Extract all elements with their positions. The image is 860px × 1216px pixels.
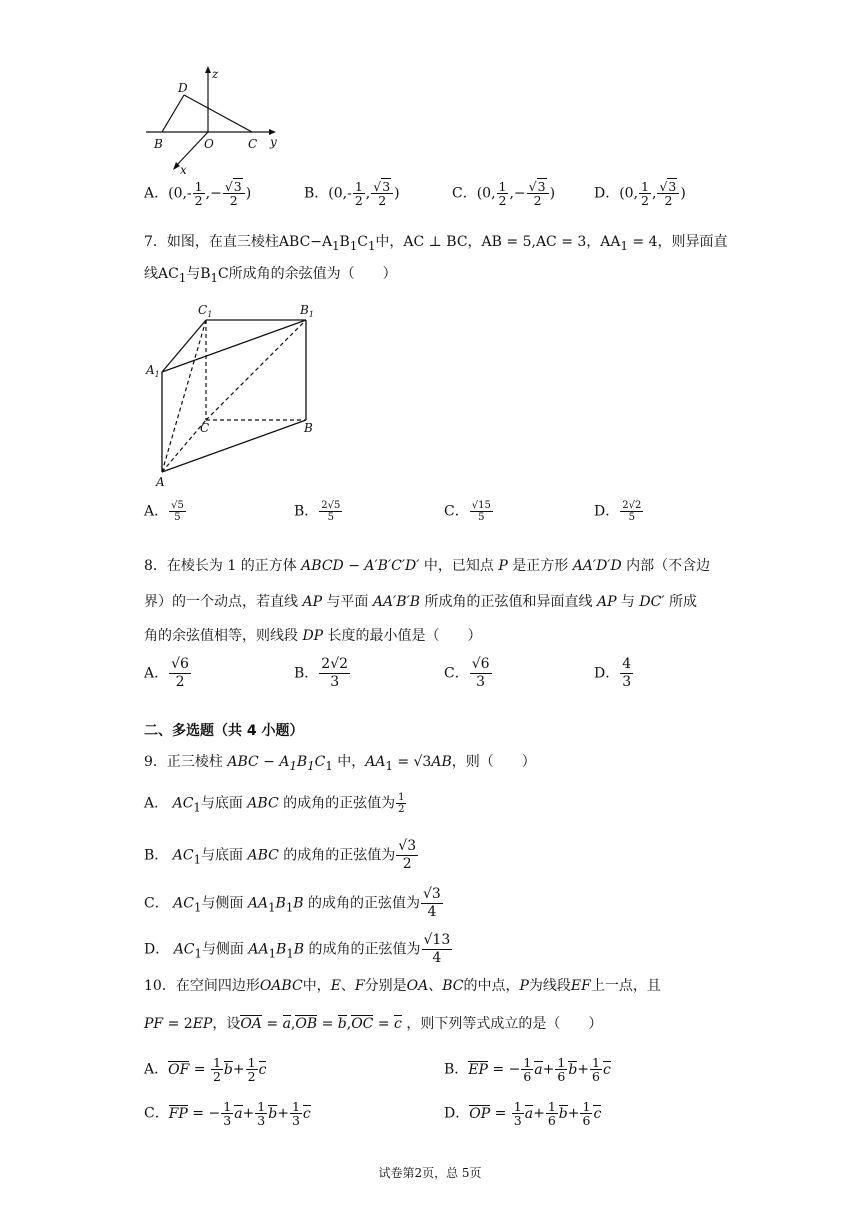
q7-option-b: B． $\frac{2√5}{5}$	[294, 500, 341, 523]
vertex-b-label: B	[304, 421, 313, 435]
q9-option-b: B． $AC_1$与底面 ABC 的成角的正弦值为 $\frac{√3}{2}$	[144, 838, 417, 872]
q10-option-d: D．OP = $\frac{1}{3}$ a+ $\frac{1}{6}$ b+ $\frac{1}{6}$ c	[444, 1099, 602, 1128]
q10-option-b: B．EP = − $\frac{1}{6}$ a+ $\frac{1}{6}$ b+ $\frac{1}{6}$ c	[444, 1055, 611, 1084]
q6-option-d: D．(0, $\frac{1}{2}$ , $\frac{√3}{2}$ )	[594, 179, 686, 208]
q9-option-d: D． $AC_1$与侧面 $AA_1B_1B$ 的成角的正弦值为 $\frac{√13}{4}$	[144, 932, 451, 966]
point-o-label: O	[204, 137, 214, 151]
vertex-c-label: C	[200, 421, 210, 435]
q8-stem-line2: 界）的一个动点，若直线 AP 与平面 AA′B′B 所成角的正弦值和异面直线 AP 与 DC′ 所成	[144, 594, 697, 610]
point-d-label: D	[178, 81, 188, 95]
vertex-a1-label: $A_1$	[146, 363, 160, 379]
q7-option-c: C． $\frac{√15}{5}$	[444, 500, 491, 523]
q10-option-c: C．FP = − $\frac{1}{3}$ a+ $\frac{1}{3}$ b+ $\frac{1}{3}$ c	[144, 1099, 311, 1128]
page-footer: 试卷第2页，总 5页	[378, 1166, 482, 1180]
q10-stem-line2: PF = 2EP，设OA = a,OB = b,OC = c ，则下列等式成立的是（ ）	[144, 1016, 603, 1032]
q6-option-b: B．(0,- $\frac{1}{2}$ , $\frac{√3}{2}$ )	[304, 179, 400, 208]
point-c-label: C	[248, 137, 258, 151]
q8-option-d: D． $\frac{4}{3}$	[594, 656, 632, 690]
q6-option-c: C．(0, $\frac{1}{2}$ ,− $\frac{√3}{2}$ )	[452, 179, 556, 208]
triangular-prism-figure	[140, 296, 330, 492]
vertex-a-label: A	[156, 475, 165, 489]
q9-stem: 9．正三棱柱 ABC − $A_1B_1C_1$ 中，$AA_1 = √3AB$，则（ ）	[144, 754, 536, 773]
vertex-b1-label: $B_1$	[300, 303, 314, 319]
q10-option-a: A．OF = $\frac{1}{2}$ b+ $\frac{1}{2}$ c	[144, 1055, 267, 1084]
q8-option-b: B． $\frac{2√2}{3}$	[294, 656, 349, 690]
q8-option-a: A． $\frac{√6}{2}$	[144, 656, 189, 690]
coordinate-axes-figure	[140, 62, 290, 177]
q8-stem-line3: 角的余弦值相等，则线段 DP 长度的最小值是（ ）	[144, 628, 482, 644]
q6-option-a: A．(0,- $\frac{1}{2}$ ,− $\frac{√3}{2}$ )	[144, 179, 252, 208]
q8-option-c: C． $\frac{√6}{3}$	[444, 656, 490, 690]
section-title-multiple-choice: 二、多选题（共 4 小题）	[144, 723, 304, 739]
point-b-label: B	[154, 137, 163, 151]
axis-y-label: y	[270, 135, 277, 149]
q10-stem-line1: 10．在空间四边形OABC中，E、F分别是OA、BC的中点，P为线段EF上一点，且	[144, 978, 661, 994]
axis-z-label: z	[212, 67, 219, 81]
q7-stem-line1: 7．如图，在直三棱柱$ABC-A_1B_1C_1$中，AC ⊥ BC，AB = 5,AC = 3，$AA_1 = 4$，则异面直	[144, 234, 728, 253]
q7-option-d: D． $\frac{2√2}{5}$	[594, 500, 642, 523]
q7-stem-line2: 线$AC_1$与$B_1C$所成角的余弦值为（ ）	[144, 266, 397, 285]
q8-stem-line1: 8．在棱长为 1 的正方体 ABCD − A′B′C′D′ 中，已知点 P 是正方形 AA′D′D 内部（不含边	[144, 558, 711, 574]
q9-option-c: C． $AC_1$与侧面 $AA_1B_1B$ 的成角的正弦值为 $\frac{√3}{4}$	[144, 886, 441, 920]
vertex-c1-label: $C_1$	[198, 303, 213, 319]
axis-x-label: x	[180, 163, 187, 177]
q7-option-a: A． $\frac{√5}{5}$	[144, 500, 184, 523]
q9-option-a: A． $AC_1$与底面 ABC 的成角的正弦值为 $\frac{1}{2}$	[144, 792, 405, 815]
